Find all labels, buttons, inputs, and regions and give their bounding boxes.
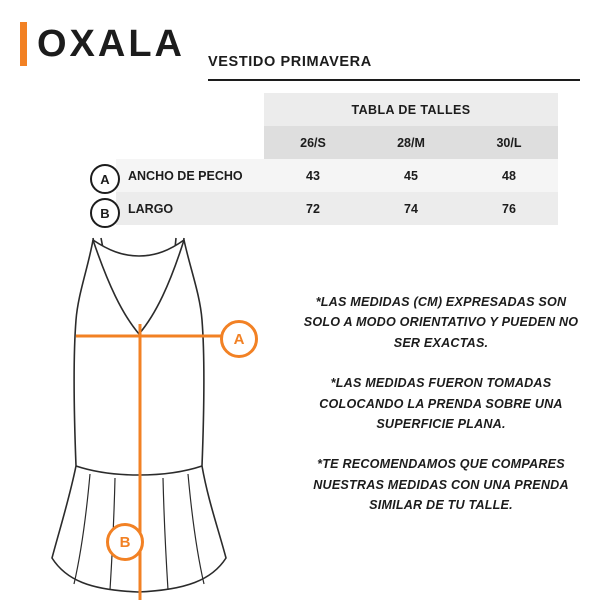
- size-column-header: 26/S: [264, 126, 362, 159]
- title-divider: [208, 79, 580, 81]
- size-column-header: 28/M: [362, 126, 460, 159]
- header-spacer-2: [116, 126, 264, 159]
- garment-illustration: [30, 228, 290, 600]
- brand-name: OXALA: [37, 23, 185, 65]
- note-item: *TE RECOMENDAMOS QUE COMPARES NUESTRAS MEDIDAS CON UNA PRENDA SIMILAR DE TU TALLE.: [313, 457, 569, 513]
- page-header: [0, 0, 600, 86]
- measure-value: 48: [460, 159, 558, 192]
- table-header-title-row: [116, 93, 558, 126]
- table-row: [116, 192, 558, 225]
- table-header-sizes-row: [116, 126, 558, 159]
- measure-label: LARGO: [116, 192, 264, 225]
- size-column-header: 30/L: [460, 126, 558, 159]
- page-title: VESTIDO PRIMAVERA: [208, 54, 372, 70]
- note-item: *LAS MEDIDAS (CM) EXPRESADAS SON SOLO A MODO ORIENTATIVO Y PUEDEN NO SER EXACTAS.: [303, 295, 579, 350]
- size-table-title: TABLA DE TALLES: [264, 93, 558, 126]
- dress-diagram-svg: [30, 228, 290, 600]
- measure-badge-a: A: [220, 320, 258, 358]
- brand-logo: [20, 22, 185, 66]
- note-item: *LAS MEDIDAS FUERON TOMADAS COLOCANDO LA PRENDA SOBRE UNA SUPERFICIE PLANA.: [319, 376, 563, 431]
- measure-value: 45: [362, 159, 460, 192]
- measure-value: 43: [264, 159, 362, 192]
- size-table-container: [116, 93, 558, 225]
- measure-value: 72: [264, 192, 362, 225]
- logo-accent-bar: [20, 22, 27, 66]
- measure-label: ANCHO DE PECHO: [116, 159, 264, 192]
- disclaimer-notes: [296, 292, 586, 516]
- size-table: [116, 93, 558, 225]
- measure-value: 76: [460, 192, 558, 225]
- measure-badge-b: B: [106, 523, 144, 561]
- header-spacer: [116, 93, 264, 126]
- row-marker-b: B: [90, 198, 120, 228]
- row-marker-a: A: [90, 164, 120, 194]
- measure-value: 74: [362, 192, 460, 225]
- table-row: [116, 159, 558, 192]
